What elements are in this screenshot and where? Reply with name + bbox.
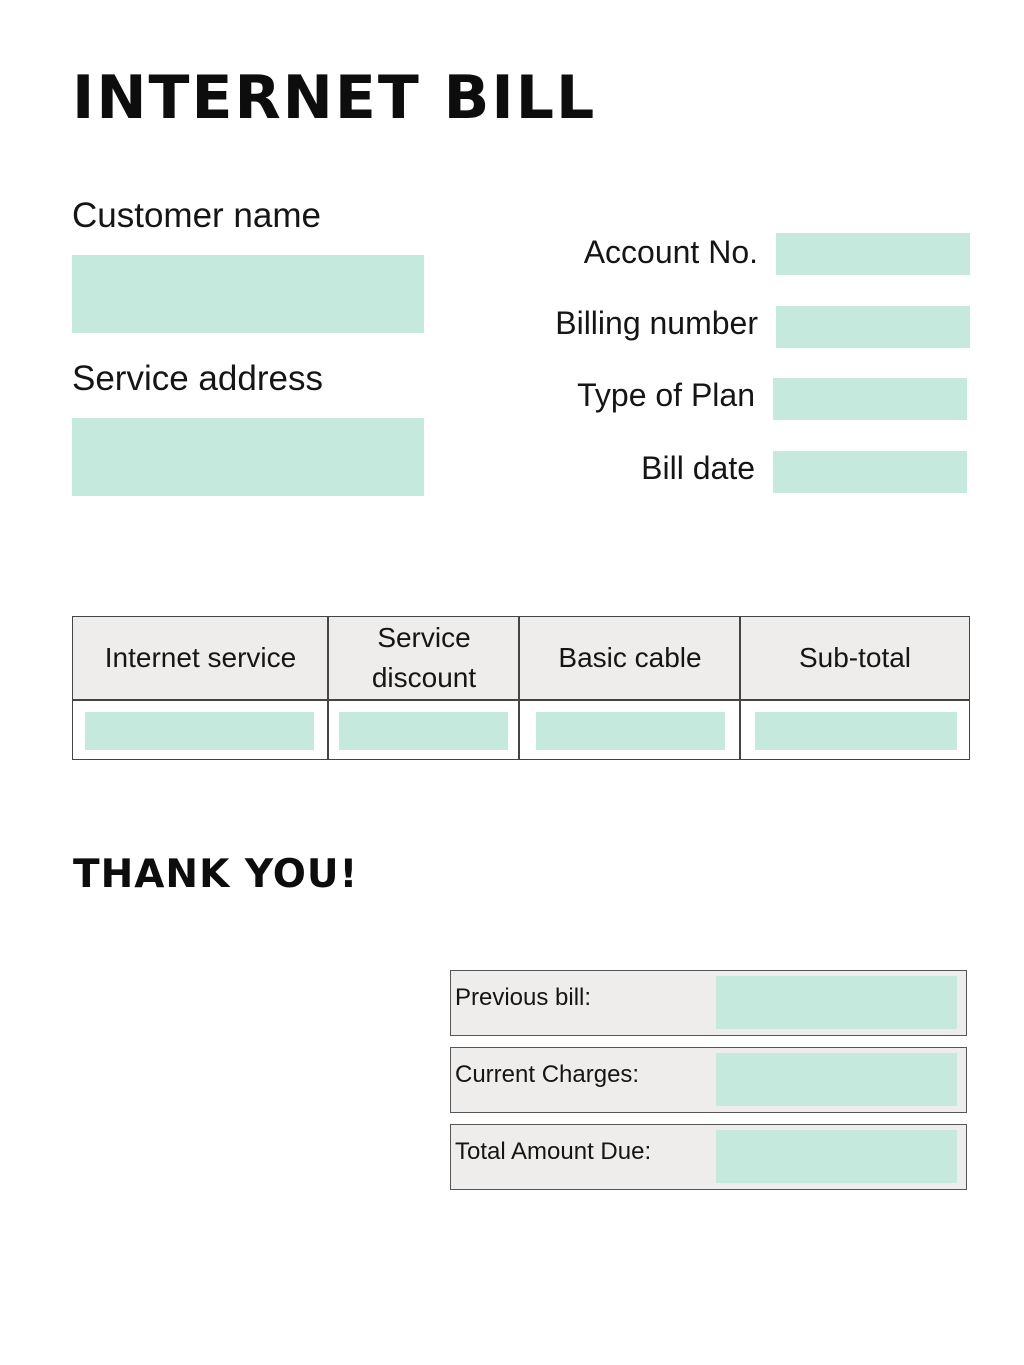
customer-name-field[interactable] [72, 255, 424, 333]
header-sub-total: Sub-total [798, 642, 912, 673]
current-charges-label: Current Charges: [455, 1061, 640, 1088]
header-service-discount: Service discount [371, 622, 477, 693]
internet-service-cell[interactable] [85, 712, 314, 750]
billing-number-label: Billing number [555, 305, 758, 341]
service-address-field[interactable] [72, 418, 424, 496]
bill-title: INTERNET BILL [72, 63, 597, 133]
plan-type-label: Type of Plan [577, 377, 755, 413]
total-amount-due-field[interactable] [716, 1130, 957, 1183]
table-header-row [73, 617, 969, 701]
column-divider [327, 617, 329, 759]
column-divider [739, 617, 741, 759]
account-number-field[interactable] [776, 233, 970, 275]
basic-cable-cell[interactable] [536, 712, 725, 750]
current-charges-field[interactable] [716, 1053, 957, 1106]
previous-bill-field[interactable] [716, 976, 957, 1029]
previous-bill-label: Previous bill: [455, 984, 592, 1011]
header-basic-cable: Basic cable [558, 642, 702, 673]
thank-you-heading: THANK YOU! [73, 852, 359, 897]
bill-date-field[interactable] [773, 451, 967, 493]
plan-type-field[interactable] [773, 378, 967, 420]
service-address-label: Service address [72, 359, 323, 398]
column-divider [518, 617, 520, 759]
header-internet-service: Internet service [104, 642, 297, 673]
service-discount-cell[interactable] [339, 712, 508, 750]
billing-number-field[interactable] [776, 306, 970, 348]
sub-total-cell[interactable] [755, 712, 957, 750]
bill-date-label: Bill date [641, 450, 755, 486]
total-amount-due-label: Total Amount Due: [455, 1138, 652, 1165]
account-number-label: Account No. [583, 234, 758, 270]
current-charges-row [450, 1047, 967, 1113]
previous-bill-row [450, 970, 967, 1036]
total-amount-due-row [450, 1124, 967, 1190]
customer-name-label: Customer name [72, 196, 321, 235]
charges-table [72, 616, 970, 760]
